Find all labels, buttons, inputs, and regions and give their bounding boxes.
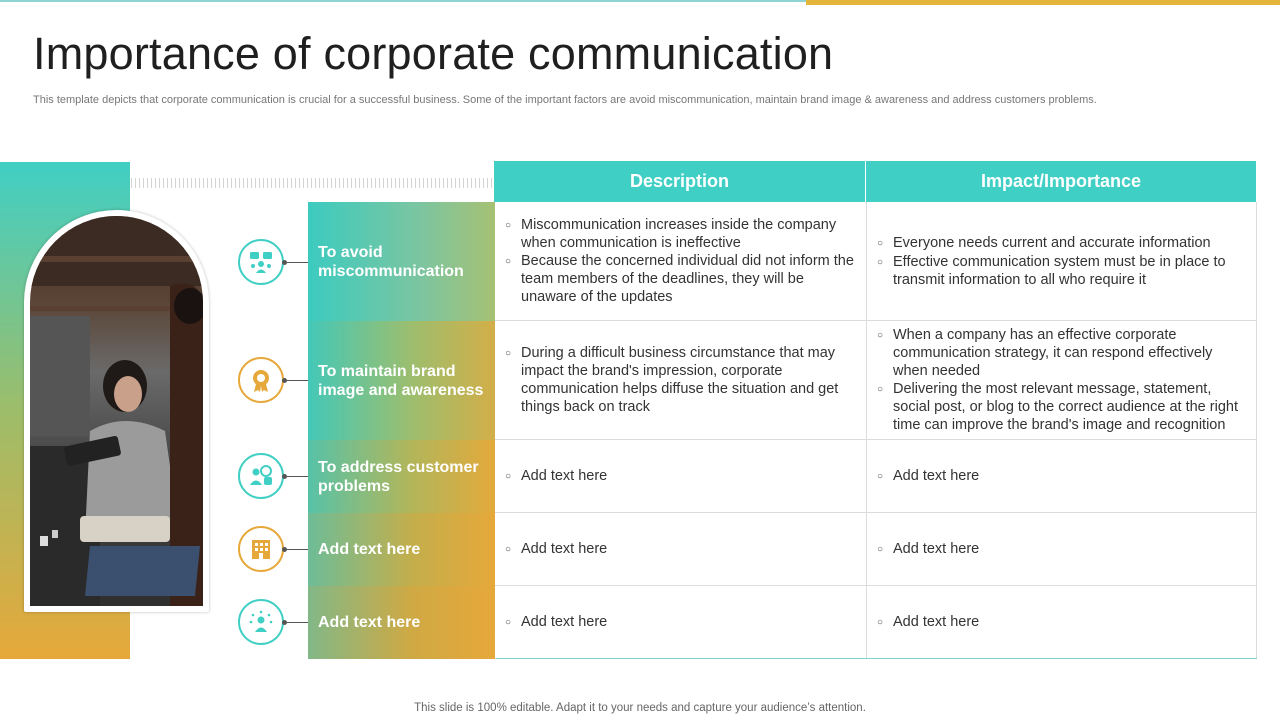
table-row [308,202,1257,321]
photo-frame [24,210,209,612]
bullet-item: ○ During a difficult business circumstance that may impact the brand's impression, corporate communication helps diffuse the situation and get things back on track [505,344,856,416]
bullet-text: Add text here [521,467,608,484]
bullet-item: ○ Add text here [505,467,856,486]
bullet-item: ○ Add text here [505,613,856,632]
bullet-text: Delivering the most relevant message, statement, social post, or blog to the correct audience at the right time can improve the brand's image and recognition [893,381,1238,433]
description-cell [495,202,867,321]
impact-cell [867,513,1257,586]
footer-note: This slide is 100% editable. Adapt it to your needs and capture your audience’s attention. [414,702,866,714]
impact-cell [867,321,1257,440]
table-row [308,321,1257,440]
header-impact: Impact/Importance [866,161,1256,202]
people-network-icon [238,239,284,285]
header-description: Description [494,161,866,202]
top-accent-line-teal [0,0,806,2]
badge-ribbon-icon [238,357,284,403]
bullet-item: ○ Miscommunication increases inside the company when communication is ineffective [505,216,856,252]
row-label: Add text here [308,513,495,586]
connector-line [284,380,308,381]
office-photo [30,216,203,606]
bullet-item: ○ When a company has an effective corporate communication strategy, it can respond effectively when needed [877,326,1248,380]
row-label: To address customer problems [308,440,495,513]
impact-cell [867,440,1257,513]
impact-cell [867,202,1257,321]
bullet-text: Add text here [521,613,608,630]
bullet-item: ○ Delivering the most relevant message, statement, social post, or blog to the correct audience at the right time can improve the brand's image and recognition [877,380,1248,434]
bullet-item: ○ Add text here [877,467,1248,486]
bullet-item: ○ Effective communication system must be in place to transmit information to all who require it [877,253,1248,289]
description-cell [495,440,867,513]
connector-line [284,476,308,477]
bullet-item: ○ Everyone needs current and accurate information [877,234,1248,253]
row-label: To maintain brand image and awareness [308,321,495,440]
table-row [308,513,1257,586]
table-row [308,586,1257,659]
bullet-text: Miscommunication increases inside the company when communication is ineffective [521,217,837,251]
customer-support-icon [238,453,284,499]
connector-line [284,622,308,623]
connector-line [284,262,308,263]
table-row [308,440,1257,513]
description-cell [495,513,867,586]
bullet-text: Add text here [893,467,980,484]
hatch-decoration [131,178,493,188]
row-label: To avoid miscommunication [308,202,495,321]
bullet-item: ○ Add text here [877,540,1248,559]
bullet-item: ○ Because the concerned individual did not inform the team members of the deadlines, they will be unaware of the updates [505,252,856,306]
bullet-item: ○ Add text here [505,540,856,559]
row-label: Add text here [308,586,495,659]
page-subtitle: This template depicts that corporate communication is crucial for a successful business. Some of the important factors are avoid miscommunication, maintain brand image & awareness and address customers problems. [33,94,1097,106]
bullet-text: Add text here [893,540,980,557]
bullet-text: Because the concerned individual did not inform the team members of the deadlines, they will be unaware of the updates [521,253,854,305]
page-title: Importance of corporate communication [33,28,834,79]
table-bottom-line [496,658,1257,659]
bullet-text: Add text here [521,540,608,557]
bullet-text: Add text here [893,613,980,630]
person-idea-icon [238,599,284,645]
bullet-text: When a company has an effective corporate communication strategy, it can respond effectively when needed [893,327,1213,379]
bullet-text: During a difficult business circumstance that may impact the brand's impression, corporate communication helps diffuse the situation and get things back on track [521,345,839,415]
top-accent-line-gold [806,0,1280,5]
description-cell [495,321,867,440]
description-cell [495,586,867,659]
connector-line [284,549,308,550]
bullet-text: Everyone needs current and accurate information [893,234,1211,251]
office-building-icon [238,526,284,572]
bullet-text: Effective communication system must be in place to transmit information to all who require it [893,253,1226,288]
bullet-item: ○ Add text here [877,613,1248,632]
impact-cell [867,586,1257,659]
table-header [494,161,1256,202]
